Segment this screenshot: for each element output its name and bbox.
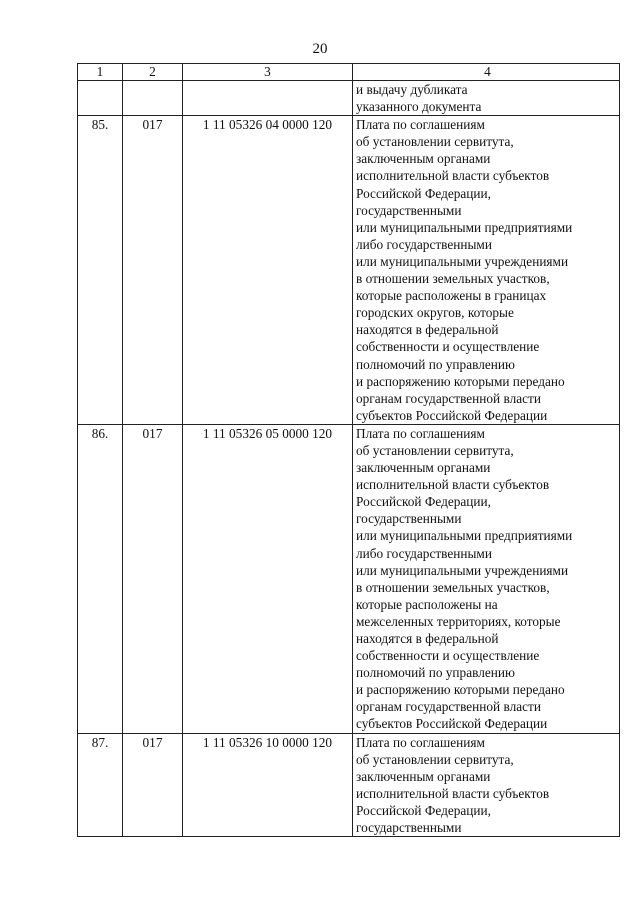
description-line: городских округов, которые (356, 305, 514, 321)
description-line: собственности и осуществление (356, 339, 540, 355)
description-line: находятся в федеральной (356, 322, 499, 338)
description-line: Российской Федерации, (356, 185, 491, 201)
row-description (353, 116, 620, 425)
header-col-4: 4 (353, 64, 620, 81)
description-line: в отношении земельных участков, (356, 271, 550, 287)
cell-empty (78, 81, 123, 116)
admin-code: 017 (123, 116, 183, 425)
description-line: субъектов Российской Федерации (356, 407, 548, 423)
description-line: заключенным органами (356, 151, 491, 167)
continuation-row (78, 81, 620, 116)
description-line: которые расположены в границах (356, 288, 547, 304)
table-row-87 (78, 733, 620, 837)
row-number: 87. (78, 733, 123, 837)
description-line: исполнительной власти субъектов (356, 477, 550, 493)
description-line: и распоряжению которыми передано (356, 373, 565, 389)
budget-classification-code: 1 11 05326 04 0000 120 (183, 116, 353, 425)
header-col-3: 3 (183, 64, 353, 81)
description-line: находятся в федеральной (356, 631, 499, 646)
row-number: 86. (78, 424, 123, 733)
description-line: в отношении земельных участков, (356, 579, 550, 595)
description-line: межселенных территориях, которые (356, 613, 561, 629)
budget-classification-code: 1 11 05326 05 0000 120 (183, 424, 353, 733)
description-line: государственными (356, 511, 462, 527)
description-line: либо государственными (356, 236, 492, 252)
description-line: органам государственной власти (356, 699, 541, 715)
document-table (77, 63, 620, 837)
description-line: или муниципальными учреждениями (356, 253, 569, 269)
description-line: об установлении сервитута, (356, 442, 514, 458)
page-number: 20 (312, 41, 328, 57)
description-line: органам государственной власти (356, 390, 541, 406)
description-line: субъектов Российской Федерации (356, 716, 548, 732)
description-line: заключенным органами (356, 768, 491, 784)
table-row-85 (78, 116, 620, 425)
table-header-row (78, 64, 620, 81)
admin-code: 017 (123, 733, 183, 837)
description-line: собственности и осуществление (356, 648, 540, 664)
description-line: полномочий по управлению (356, 356, 515, 372)
description-line: заключенным органами (356, 460, 491, 476)
description-line: или муниципальными предприятиями (356, 219, 573, 235)
description-line: указанного документа (356, 99, 482, 115)
row-description (353, 733, 620, 837)
description-line: исполнительной власти субъектов (356, 168, 550, 184)
description-line: либо государственными (356, 545, 492, 561)
description-line: или муниципальными учреждениями (356, 562, 569, 578)
description-line: и распоряжению которыми передано (356, 682, 565, 698)
description-line: или муниципальными предприятиями (356, 528, 573, 544)
description-line: государственными (356, 202, 462, 218)
row-description (353, 424, 620, 733)
budget-classification-code: 1 11 05326 10 0000 120 (183, 733, 353, 837)
description-line: исполнительной власти субъектов (356, 785, 550, 801)
description-line: об установлении сервитута, (356, 134, 514, 150)
table-row-86 (78, 424, 620, 733)
description-line: об установлении сервитута, (356, 751, 514, 767)
description-line: полномочий по управлению (356, 665, 515, 681)
row-number: 85. (78, 116, 123, 425)
description-line: и выдачу дубликата (356, 82, 468, 97)
header-col-2: 2 (123, 64, 183, 81)
cell-empty (183, 81, 353, 116)
cell-empty (123, 81, 183, 116)
header-col-1: 1 (78, 64, 123, 81)
continuation-description (353, 81, 620, 116)
description-line: Плата по соглашениям (356, 425, 485, 441)
description-line: Плата по соглашениям (356, 734, 485, 750)
description-line: Российской Федерации, (356, 494, 491, 510)
description-line: государственными (356, 820, 462, 836)
description-line: Плата по соглашениям (356, 117, 485, 133)
description-line: Российской Федерации, (356, 802, 491, 818)
admin-code: 017 (123, 424, 183, 733)
description-line: которые расположены на (356, 596, 498, 612)
